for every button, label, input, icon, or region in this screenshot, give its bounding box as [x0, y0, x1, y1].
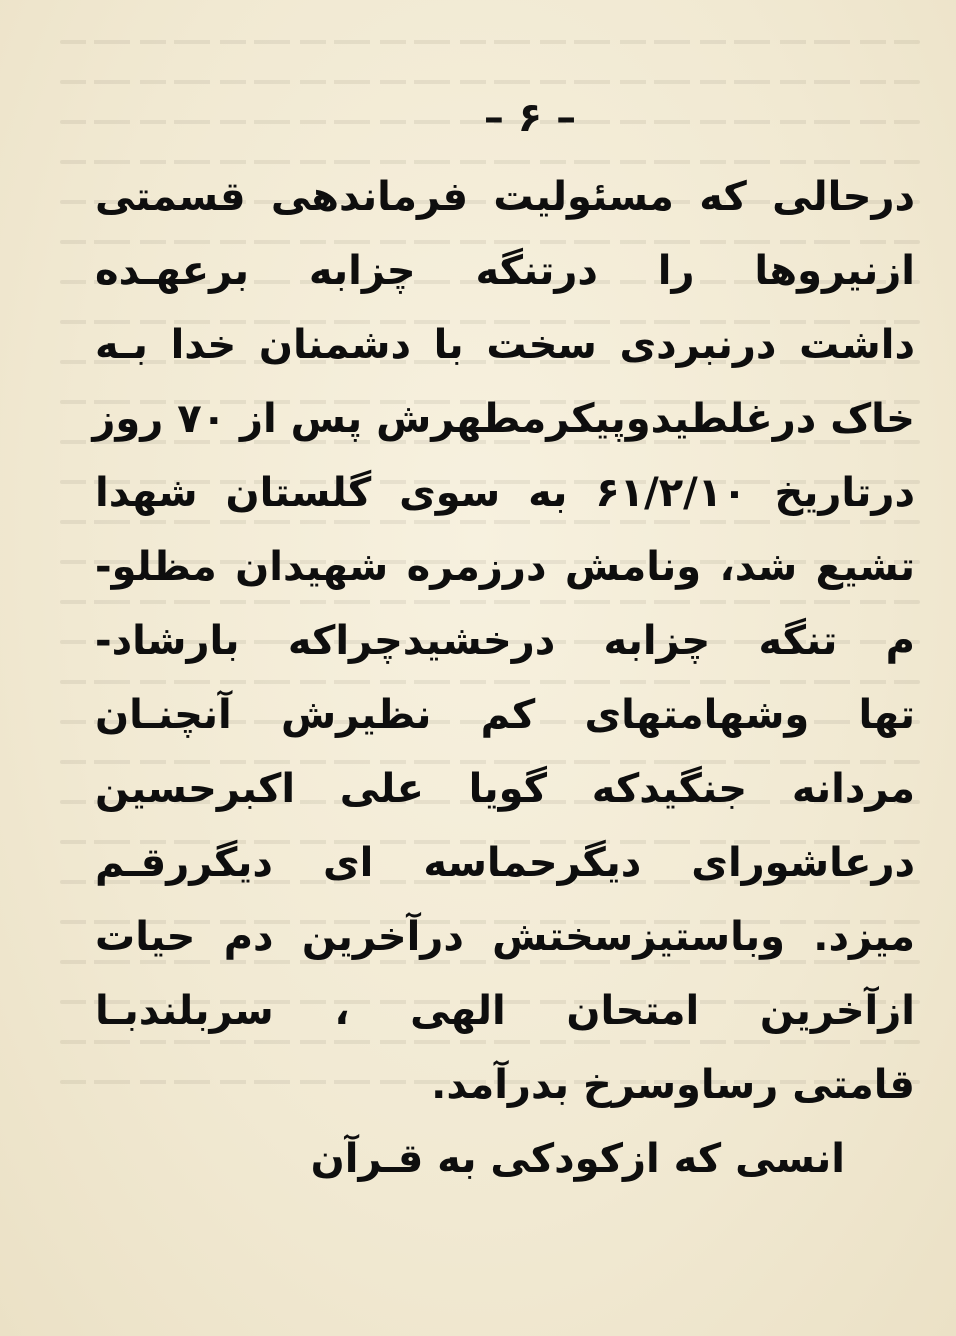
text-line-14: انسی که ازکودکی به قـرآن — [310, 1136, 845, 1182]
text-line-3: داشت درنبردی سخت با دشمنان خدا بـه — [95, 322, 915, 368]
text-line-7: م تنگه چزابه درخشیدچراکه بارشاد- — [95, 618, 915, 664]
text-line-8: تها وشهامتهای کم نظیرش آنچنـان — [95, 692, 915, 738]
text-line-1: درحالی که مسئولیت فرماندهی قسمتی — [95, 174, 915, 220]
text-line-4: خاک درغلطیدوپیکرمطهرش پس از ۷۰ روز — [92, 396, 915, 442]
text-line-12: ازآخرین امتحان الهی ، سربلندبـا — [95, 988, 915, 1034]
text-line-2: ازنیروها را درتنگه چزابه برعهـده — [95, 248, 915, 294]
page-number: – ۶ – — [483, 95, 577, 141]
text-line-13: قامتی رساوسرخ بدرآمد. — [431, 1062, 915, 1108]
text-line-11: میزد. وباستیزسختش درآخرین دم حیات — [95, 914, 915, 960]
text-line-6: تشیع شد، ونامش درزمره شهیدان مظلو- — [95, 544, 915, 590]
text-line-9: مردانه جنگیدکه گویا علی اکبرحسین — [95, 766, 915, 812]
body-text — [92, 160, 915, 1196]
text-line-10: درعاشورای دیگرحماسه ای دیگررقـم — [95, 840, 915, 886]
text-line-5: درتاریخ ۶۱/۲/۱۰ به سوی گلستان شهدا — [95, 470, 915, 516]
